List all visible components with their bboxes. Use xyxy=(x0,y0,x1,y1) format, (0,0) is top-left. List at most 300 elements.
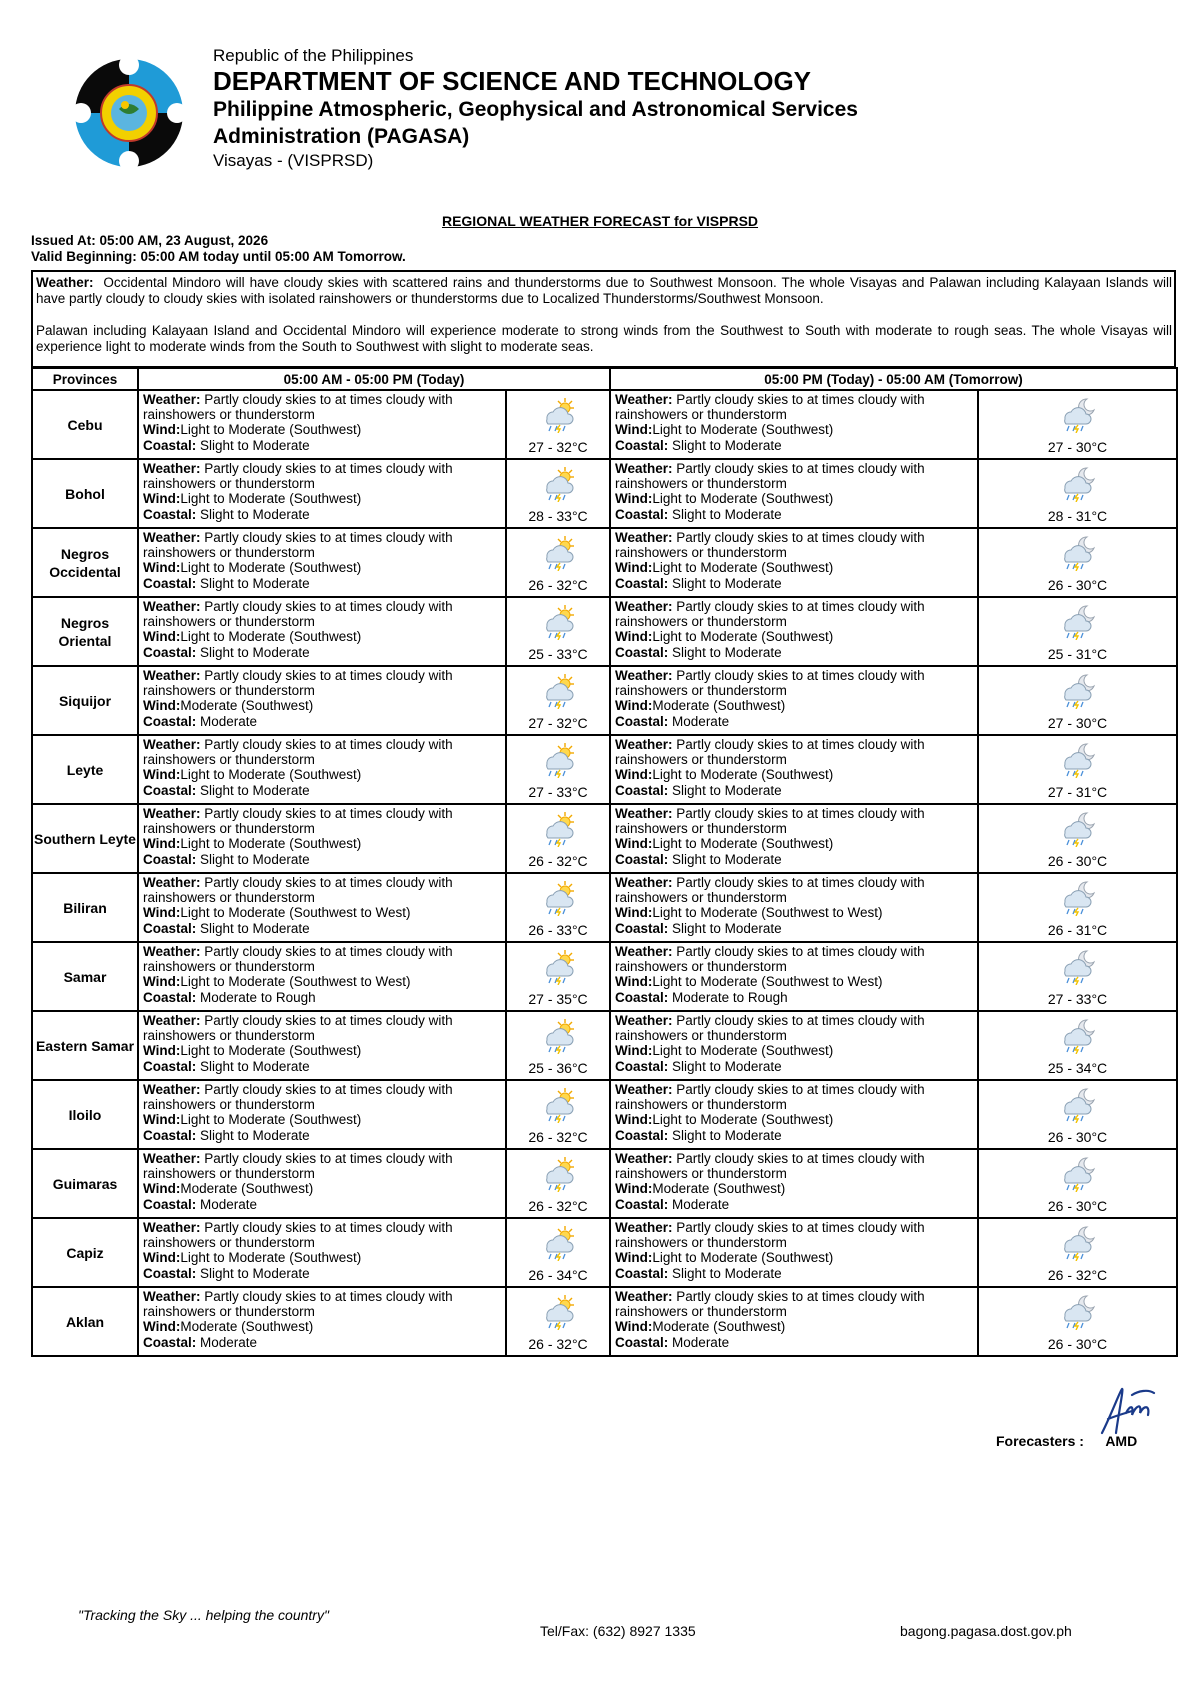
forecast-row xyxy=(32,735,1177,804)
forecast-row xyxy=(32,1149,1177,1218)
weather-label: Weather: xyxy=(615,1289,673,1304)
forecast-row xyxy=(32,873,1177,942)
tonight-forecast-cell xyxy=(610,942,978,1011)
coastal-label: Coastal: xyxy=(143,1127,197,1143)
forecasters-label: Forecasters : xyxy=(996,1433,1084,1449)
wind-label: Wind: xyxy=(615,698,653,714)
weather-text: Partly cloudy skies to at times cloudy with rainshowers or thunderstorm xyxy=(143,1013,453,1044)
weather-label: Weather: xyxy=(615,461,673,476)
weather-label: Weather: xyxy=(615,737,673,752)
weather-label: Weather: xyxy=(143,530,201,545)
tonight-temp-cell xyxy=(978,1011,1177,1080)
today-temp-cell xyxy=(506,666,610,735)
tonight-forecast-cell xyxy=(610,873,978,942)
weather-label: Weather: xyxy=(143,392,201,407)
wind-text: Light to Moderate (Southwest) xyxy=(180,767,362,783)
coastal-text: Moderate to Rough xyxy=(200,989,316,1005)
tonight-forecast-cell xyxy=(610,1149,978,1218)
today-temp-cell xyxy=(506,390,610,459)
forecast-row xyxy=(32,804,1177,873)
coastal-text: Moderate xyxy=(200,1196,258,1212)
wind-text: Light to Moderate (Southwest) xyxy=(652,491,834,507)
coastal-label: Coastal: xyxy=(143,644,197,660)
today-temp-cell xyxy=(506,597,610,666)
col-header-tonight: 05:00 PM (Today) - 05:00 AM (Tomorrow) xyxy=(610,368,1177,390)
partly-cloudy-thunderstorm-night-icon xyxy=(1061,1087,1095,1123)
footer-motto: "Tracking the Sky ... helping the country" xyxy=(78,1607,329,1623)
office-name: Visayas - (VISPRSD) xyxy=(213,151,374,170)
tonight-temp-cell xyxy=(978,873,1177,942)
today-temp-cell xyxy=(506,1080,610,1149)
coastal-label: Coastal: xyxy=(143,782,197,798)
today-temp-cell xyxy=(506,1287,610,1356)
tonight-forecast-cell xyxy=(610,1218,978,1287)
weather-text: Partly cloudy skies to at times cloudy with rainshowers or thunderstorm xyxy=(143,530,453,561)
weather-text: Partly cloudy skies to at times cloudy with rainshowers or thunderstorm xyxy=(143,737,453,768)
tonight-temperature: 26 - 30°C xyxy=(1047,577,1108,593)
coastal-label: Coastal: xyxy=(143,851,197,867)
province-name: Negros Occidental xyxy=(32,528,138,597)
today-forecast-cell xyxy=(138,1287,506,1356)
tonight-temp-cell xyxy=(978,528,1177,597)
today-temperature: 26 - 32°C xyxy=(528,1336,588,1352)
today-forecast-cell xyxy=(138,459,506,528)
weather-label: Weather: xyxy=(615,668,673,683)
forecast-row xyxy=(32,1287,1177,1356)
tonight-temperature: 26 - 30°C xyxy=(1047,853,1108,869)
wind-text: Light to Moderate (Southwest) xyxy=(180,560,362,576)
partly-cloudy-thunderstorm-day-icon xyxy=(541,880,575,916)
tonight-temp-cell xyxy=(978,1218,1177,1287)
coastal-text: Slight to Moderate xyxy=(672,1058,782,1074)
agency-name: Philippine Atmospheric, Geophysical and Astronomical Services Administration (PAGASA) xyxy=(213,98,858,148)
weather-label: Weather: xyxy=(143,461,201,476)
weather-label: Weather: xyxy=(143,875,201,890)
today-temp-cell xyxy=(506,804,610,873)
partly-cloudy-thunderstorm-day-icon xyxy=(541,673,575,709)
weather-text: Partly cloudy skies to at times cloudy with rainshowers or thunderstorm xyxy=(143,806,453,837)
coastal-text: Slight to Moderate xyxy=(672,644,782,660)
department-name: DEPARTMENT OF SCIENCE AND TECHNOLOGY xyxy=(213,66,812,96)
wind-label: Wind: xyxy=(615,491,653,507)
weather-text: Partly cloudy skies to at times cloudy with rainshowers or thunderstorm xyxy=(143,599,453,630)
province-name: Siquijor xyxy=(32,666,138,735)
today-forecast-cell xyxy=(138,528,506,597)
wind-label: Wind: xyxy=(143,629,181,645)
wind-sea-summary: Palawan including Kalayaan Island and Occidental Mindoro will experience moderate to strong winds from the Southwest to South with moderate to rough seas. The whole Visayas will experience light to moderate winds from the South to Southwest with slight to moderate seas. xyxy=(36,323,1172,354)
partly-cloudy-thunderstorm-night-icon xyxy=(1061,535,1095,571)
today-temperature: 27 - 32°C xyxy=(528,439,588,455)
today-forecast-cell xyxy=(138,1149,506,1218)
tonight-temperature: 26 - 31°C xyxy=(1047,922,1108,938)
weather-text: Partly cloudy skies to at times cloudy with rainshowers or thunderstorm xyxy=(143,944,453,975)
wind-label: Wind: xyxy=(615,974,653,990)
partly-cloudy-thunderstorm-night-icon xyxy=(1061,742,1095,778)
weather-label: Weather: xyxy=(143,1151,201,1166)
wind-label: Wind: xyxy=(143,491,181,507)
tonight-temperature: 27 - 30°C xyxy=(1047,715,1108,731)
partly-cloudy-thunderstorm-night-icon xyxy=(1061,466,1095,502)
coastal-label: Coastal: xyxy=(143,713,197,729)
partly-cloudy-thunderstorm-night-icon xyxy=(1061,1156,1095,1192)
coastal-text: Slight to Moderate xyxy=(672,506,782,522)
coastal-text: Slight to Moderate xyxy=(200,437,310,453)
today-forecast-cell xyxy=(138,1011,506,1080)
wind-text: Light to Moderate (Southwest) xyxy=(180,629,362,645)
partly-cloudy-thunderstorm-night-icon xyxy=(1061,1018,1095,1054)
wind-text: Moderate (Southwest) xyxy=(652,698,786,714)
coastal-label: Coastal: xyxy=(615,644,669,660)
coastal-text: Slight to Moderate xyxy=(672,920,782,936)
wind-text: Moderate (Southwest) xyxy=(652,1181,786,1197)
wind-label: Wind: xyxy=(615,560,653,576)
today-temp-cell xyxy=(506,1011,610,1080)
coastal-label: Coastal: xyxy=(143,575,197,591)
province-name: Southern Leyte xyxy=(32,804,138,873)
wind-text: Light to Moderate (Southwest) xyxy=(180,1112,362,1128)
weather-label: Weather: xyxy=(143,668,201,683)
wind-text: Light to Moderate (Southwest) xyxy=(652,1043,834,1059)
today-forecast-cell xyxy=(138,804,506,873)
tonight-temp-cell xyxy=(978,1149,1177,1218)
wind-label: Wind: xyxy=(615,836,653,852)
partly-cloudy-thunderstorm-day-icon xyxy=(541,1156,575,1192)
weather-text: Partly cloudy skies to at times cloudy with rainshowers or thunderstorm xyxy=(615,875,925,906)
weather-text: Partly cloudy skies to at times cloudy with rainshowers or thunderstorm xyxy=(143,1151,453,1182)
pagasa-logo-icon xyxy=(75,59,183,167)
weather-text: Partly cloudy skies to at times cloudy with rainshowers or thunderstorm xyxy=(615,1289,925,1320)
today-temperature: 28 - 33°C xyxy=(528,508,588,524)
partly-cloudy-thunderstorm-day-icon xyxy=(541,466,575,502)
coastal-text: Slight to Moderate xyxy=(200,575,310,591)
today-forecast-cell xyxy=(138,873,506,942)
tonight-temp-cell xyxy=(978,459,1177,528)
today-temp-cell xyxy=(506,1149,610,1218)
coastal-label: Coastal: xyxy=(143,920,197,936)
province-name: Samar xyxy=(32,942,138,1011)
forecast-row xyxy=(32,1080,1177,1149)
weather-label: Weather: xyxy=(143,1082,201,1097)
partly-cloudy-thunderstorm-day-icon xyxy=(541,949,575,985)
forecast-table xyxy=(31,367,1178,1357)
tonight-forecast-cell xyxy=(610,597,978,666)
tonight-forecast-cell xyxy=(610,804,978,873)
coastal-label: Coastal: xyxy=(615,1334,669,1350)
coastal-label: Coastal: xyxy=(143,989,197,1005)
republic-line: Republic of the Philippines xyxy=(213,46,414,65)
tonight-forecast-cell xyxy=(610,1287,978,1356)
coastal-label: Coastal: xyxy=(615,575,669,591)
wind-text: Light to Moderate (Southwest) xyxy=(180,1250,362,1266)
weather-label: Weather: xyxy=(143,1013,201,1028)
today-temperature: 25 - 33°C xyxy=(528,646,588,662)
today-temperature: 27 - 35°C xyxy=(528,991,588,1007)
weather-label: Weather: xyxy=(615,1013,673,1028)
partly-cloudy-thunderstorm-day-icon xyxy=(541,535,575,571)
wind-text: Light to Moderate (Southwest) xyxy=(652,1112,834,1128)
wind-text: Light to Moderate (Southwest) xyxy=(652,629,834,645)
coastal-label: Coastal: xyxy=(615,851,669,867)
weather-text: Partly cloudy skies to at times cloudy with rainshowers or thunderstorm xyxy=(143,461,453,492)
partly-cloudy-thunderstorm-night-icon xyxy=(1061,1294,1095,1330)
coastal-label: Coastal: xyxy=(143,1334,197,1350)
weather-text: Partly cloudy skies to at times cloudy with rainshowers or thunderstorm xyxy=(615,392,925,423)
today-temperature: 26 - 32°C xyxy=(528,853,588,869)
tonight-temperature: 25 - 31°C xyxy=(1047,646,1108,662)
coastal-text: Moderate to Rough xyxy=(672,989,788,1005)
province-name: Biliran xyxy=(32,873,138,942)
weather-label: Weather: xyxy=(615,599,673,614)
tonight-temperature: 26 - 30°C xyxy=(1047,1129,1108,1145)
coastal-text: Moderate xyxy=(672,713,730,729)
weather-label: Weather: xyxy=(615,1151,673,1166)
wind-label: Wind: xyxy=(615,629,653,645)
wind-text: Light to Moderate (Southwest) xyxy=(180,836,362,852)
tonight-temperature: 26 - 30°C xyxy=(1047,1336,1108,1352)
weather-label: Weather: xyxy=(615,875,673,890)
wind-label: Wind: xyxy=(143,698,181,714)
weather-text: Partly cloudy skies to at times cloudy with rainshowers or thunderstorm xyxy=(143,392,453,423)
coastal-label: Coastal: xyxy=(615,1127,669,1143)
weather-text: Partly cloudy skies to at times cloudy with rainshowers or thunderstorm xyxy=(615,461,925,492)
wind-label: Wind: xyxy=(143,1250,181,1266)
weather-summary-label: Weather: xyxy=(36,275,94,290)
forecasters-initials: AMD xyxy=(1105,1433,1138,1449)
coastal-label: Coastal: xyxy=(615,920,669,936)
wind-label: Wind: xyxy=(143,1043,181,1059)
weather-label: Weather: xyxy=(615,806,673,821)
forecast-row xyxy=(32,597,1177,666)
coastal-label: Coastal: xyxy=(615,1196,669,1212)
today-temperature: 26 - 34°C xyxy=(528,1267,588,1283)
wind-label: Wind: xyxy=(615,767,653,783)
weather-text: Partly cloudy skies to at times cloudy with rainshowers or thunderstorm xyxy=(615,1082,925,1113)
weather-label: Weather: xyxy=(615,1082,673,1097)
coastal-label: Coastal: xyxy=(143,1058,197,1074)
weather-label: Weather: xyxy=(143,599,201,614)
weather-text: Partly cloudy skies to at times cloudy with rainshowers or thunderstorm xyxy=(143,1082,453,1113)
coastal-text: Slight to Moderate xyxy=(672,851,782,867)
forecast-row xyxy=(32,390,1177,459)
partly-cloudy-thunderstorm-day-icon xyxy=(541,1087,575,1123)
coastal-label: Coastal: xyxy=(143,437,197,453)
today-temp-cell xyxy=(506,459,610,528)
tonight-temp-cell xyxy=(978,804,1177,873)
coastal-text: Slight to Moderate xyxy=(672,1265,782,1281)
wind-label: Wind: xyxy=(143,422,181,438)
tonight-temperature: 27 - 33°C xyxy=(1047,991,1108,1007)
partly-cloudy-thunderstorm-night-icon xyxy=(1061,880,1095,916)
coastal-text: Slight to Moderate xyxy=(200,920,310,936)
coastal-text: Slight to Moderate xyxy=(200,1058,310,1074)
wind-label: Wind: xyxy=(615,1319,653,1335)
today-temperature: 26 - 32°C xyxy=(528,1129,588,1145)
today-temperature: 25 - 36°C xyxy=(528,1060,588,1076)
tonight-temp-cell xyxy=(978,390,1177,459)
coastal-text: Slight to Moderate xyxy=(200,1265,310,1281)
tonight-temperature: 27 - 31°C xyxy=(1047,784,1108,800)
wind-text: Light to Moderate (Southwest) xyxy=(652,422,834,438)
wind-label: Wind: xyxy=(615,1181,653,1197)
tonight-forecast-cell xyxy=(610,735,978,804)
today-temp-cell xyxy=(506,1218,610,1287)
weather-label: Weather: xyxy=(143,1289,201,1304)
partly-cloudy-thunderstorm-night-icon xyxy=(1061,811,1095,847)
today-forecast-cell xyxy=(138,1218,506,1287)
forecast-row xyxy=(32,1218,1177,1287)
wind-text: Light to Moderate (Southwest) xyxy=(652,767,834,783)
wind-label: Wind: xyxy=(143,767,181,783)
document-title: REGIONAL WEATHER FORECAST for VISPRSD xyxy=(441,213,759,229)
weather-label: Weather: xyxy=(615,944,673,959)
wind-text: Light to Moderate (Southwest to West) xyxy=(652,905,883,921)
province-name: Leyte xyxy=(32,735,138,804)
forecast-row xyxy=(32,528,1177,597)
province-name: Negros Oriental xyxy=(32,597,138,666)
coastal-label: Coastal: xyxy=(615,989,669,1005)
province-name: Cebu xyxy=(32,390,138,459)
today-temp-cell xyxy=(506,873,610,942)
weather-text: Partly cloudy skies to at times cloudy with rainshowers or thunderstorm xyxy=(615,1151,925,1182)
today-temperature: 27 - 32°C xyxy=(528,715,588,731)
province-name: Bohol xyxy=(32,459,138,528)
coastal-text: Slight to Moderate xyxy=(200,1127,310,1143)
partly-cloudy-thunderstorm-day-icon xyxy=(541,604,575,640)
coastal-label: Coastal: xyxy=(143,1196,197,1212)
tonight-temperature: 28 - 31°C xyxy=(1047,508,1108,524)
today-temperature: 27 - 33°C xyxy=(528,784,588,800)
weather-label: Weather: xyxy=(143,1220,201,1235)
weather-summary-text: Occidental Mindoro will have cloudy skies with scattered rains and thunderstorms due to Southwest Monsoon. The whole Visayas and Palawan including Kalayaan Islands will have partly cloudy to cloudy skies with isolated rainshowers or thunderstorms due to Localized Thunderstorms/Southwest Monsoon. xyxy=(36,275,1172,306)
forecasters-line xyxy=(996,1433,1137,1449)
weather-text: Partly cloudy skies to at times cloudy with rainshowers or thunderstorm xyxy=(615,599,925,630)
tonight-forecast-cell xyxy=(610,528,978,597)
partly-cloudy-thunderstorm-day-icon xyxy=(541,1225,575,1261)
partly-cloudy-thunderstorm-day-icon xyxy=(541,1018,575,1054)
wind-label: Wind: xyxy=(615,422,653,438)
partly-cloudy-thunderstorm-day-icon xyxy=(541,1294,575,1330)
tonight-temp-cell xyxy=(978,735,1177,804)
today-temperature: 26 - 32°C xyxy=(528,577,588,593)
tonight-temp-cell xyxy=(978,597,1177,666)
tonight-temperature: 25 - 34°C xyxy=(1047,1060,1108,1076)
coastal-text: Moderate xyxy=(200,713,258,729)
wind-text: Light to Moderate (Southwest to West) xyxy=(180,974,411,990)
weather-text: Partly cloudy skies to at times cloudy with rainshowers or thunderstorm xyxy=(615,1220,925,1251)
wind-label: Wind: xyxy=(143,974,181,990)
tonight-forecast-cell xyxy=(610,459,978,528)
weather-text: Partly cloudy skies to at times cloudy with rainshowers or thunderstorm xyxy=(143,875,453,906)
wind-text: Moderate (Southwest) xyxy=(180,1181,314,1197)
partly-cloudy-thunderstorm-night-icon xyxy=(1061,604,1095,640)
today-forecast-cell xyxy=(138,735,506,804)
coastal-text: Slight to Moderate xyxy=(200,782,310,798)
weather-label: Weather: xyxy=(615,392,673,407)
partly-cloudy-thunderstorm-day-icon xyxy=(541,811,575,847)
coastal-text: Slight to Moderate xyxy=(200,644,310,660)
coastal-label: Coastal: xyxy=(615,713,669,729)
wind-label: Wind: xyxy=(615,905,653,921)
forecast-row xyxy=(32,942,1177,1011)
coastal-text: Moderate xyxy=(672,1196,730,1212)
issue-info xyxy=(31,233,406,265)
wind-text: Light to Moderate (Southwest to West) xyxy=(180,905,411,921)
weather-summary xyxy=(31,270,1176,368)
tonight-temp-cell xyxy=(978,942,1177,1011)
col-header-today: 05:00 AM - 05:00 PM (Today) xyxy=(138,368,610,390)
province-name: Guimaras xyxy=(32,1149,138,1218)
coastal-text: Slight to Moderate xyxy=(200,506,310,522)
coastal-text: Moderate xyxy=(672,1334,730,1350)
wind-text: Light to Moderate (Southwest) xyxy=(652,1250,834,1266)
today-temperature: 26 - 32°C xyxy=(528,1198,588,1214)
weather-label: Weather: xyxy=(143,737,201,752)
coastal-text: Slight to Moderate xyxy=(672,1127,782,1143)
tonight-temperature: 26 - 30°C xyxy=(1047,1198,1108,1214)
wind-label: Wind: xyxy=(615,1250,653,1266)
coastal-text: Slight to Moderate xyxy=(672,575,782,591)
footer-website: bagong.pagasa.dost.gov.ph xyxy=(900,1623,1072,1639)
today-forecast-cell xyxy=(138,942,506,1011)
partly-cloudy-thunderstorm-night-icon xyxy=(1061,949,1095,985)
letterhead xyxy=(75,46,1075,176)
coastal-label: Coastal: xyxy=(615,437,669,453)
tonight-forecast-cell xyxy=(610,1080,978,1149)
wind-text: Moderate (Southwest) xyxy=(180,698,314,714)
weather-label: Weather: xyxy=(615,1220,673,1235)
weather-label: Weather: xyxy=(143,806,201,821)
tonight-forecast-cell xyxy=(610,1011,978,1080)
tonight-forecast-cell xyxy=(610,666,978,735)
today-temperature: 26 - 33°C xyxy=(528,922,588,938)
tonight-temp-cell xyxy=(978,1080,1177,1149)
partly-cloudy-thunderstorm-day-icon xyxy=(541,397,575,433)
today-forecast-cell xyxy=(138,390,506,459)
coastal-label: Coastal: xyxy=(143,1265,197,1281)
today-forecast-cell xyxy=(138,666,506,735)
tonight-temperature: 26 - 32°C xyxy=(1047,1267,1108,1283)
today-forecast-cell xyxy=(138,597,506,666)
weather-label: Weather: xyxy=(615,530,673,545)
province-name: Aklan xyxy=(32,1287,138,1356)
coastal-label: Coastal: xyxy=(615,1058,669,1074)
coastal-label: Coastal: xyxy=(615,506,669,522)
coastal-text: Slight to Moderate xyxy=(672,437,782,453)
weather-text: Partly cloudy skies to at times cloudy with rainshowers or thunderstorm xyxy=(615,530,925,561)
wind-label: Wind: xyxy=(143,1181,181,1197)
wind-text: Light to Moderate (Southwest) xyxy=(652,836,834,852)
coastal-label: Coastal: xyxy=(615,782,669,798)
wind-label: Wind: xyxy=(143,1319,181,1335)
province-name: Capiz xyxy=(32,1218,138,1287)
wind-text: Moderate (Southwest) xyxy=(652,1319,786,1335)
tonight-forecast-cell xyxy=(610,390,978,459)
weather-text: Partly cloudy skies to at times cloudy with rainshowers or thunderstorm xyxy=(143,668,453,699)
today-temp-cell xyxy=(506,735,610,804)
forecast-row xyxy=(32,1011,1177,1080)
tonight-temp-cell xyxy=(978,1287,1177,1356)
today-temp-cell xyxy=(506,528,610,597)
province-name: Iloilo xyxy=(32,1080,138,1149)
wind-text: Light to Moderate (Southwest) xyxy=(180,491,362,507)
weather-text: Partly cloudy skies to at times cloudy with rainshowers or thunderstorm xyxy=(615,944,925,975)
coastal-label: Coastal: xyxy=(143,506,197,522)
coastal-text: Moderate xyxy=(200,1334,258,1350)
wind-label: Wind: xyxy=(143,1112,181,1128)
wind-label: Wind: xyxy=(143,836,181,852)
wind-text: Light to Moderate (Southwest) xyxy=(652,560,834,576)
wind-label: Wind: xyxy=(615,1112,653,1128)
